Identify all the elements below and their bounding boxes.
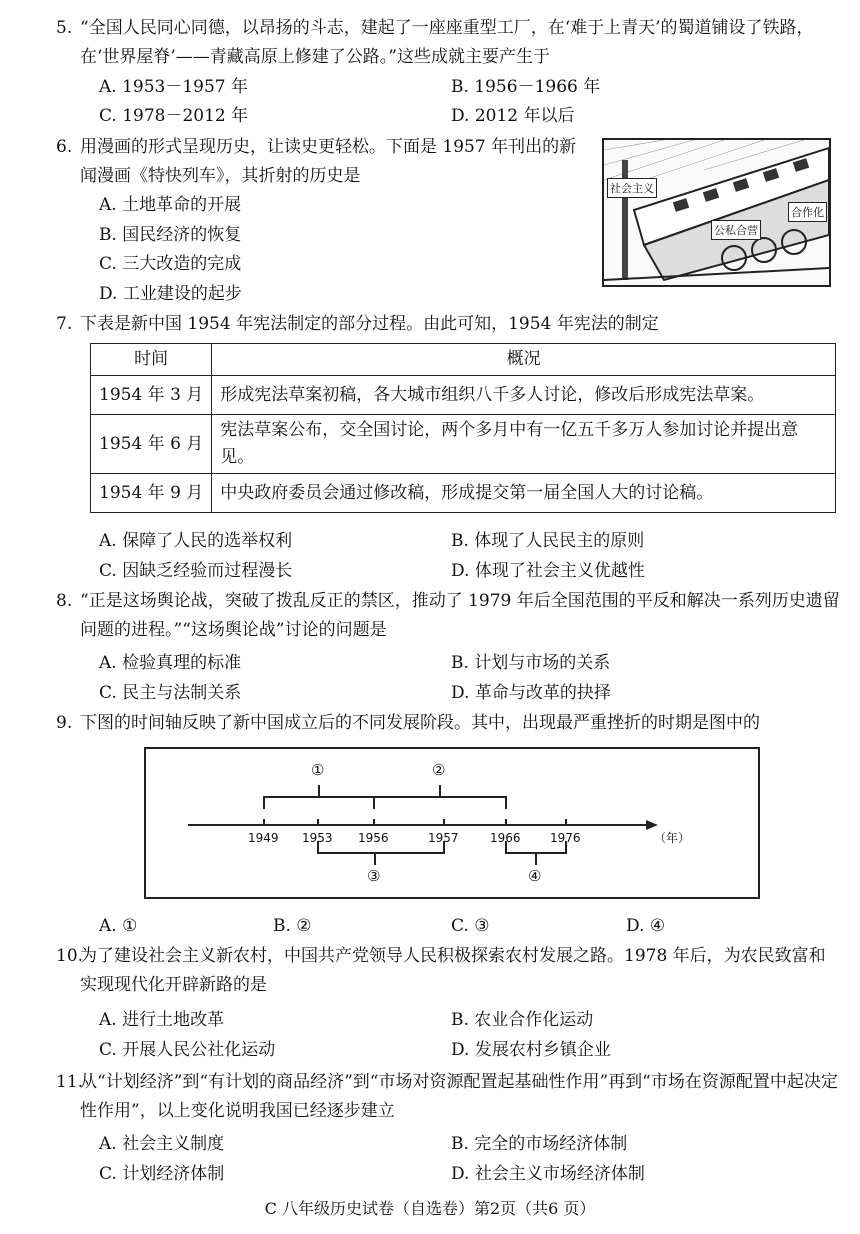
cartoon-label: 公私合营 xyxy=(711,220,761,240)
year-label: 1976 xyxy=(550,831,581,845)
option-b[interactable]: B. 农业合作化运动 xyxy=(451,1010,594,1030)
period-mark-2: ② xyxy=(432,761,446,779)
table-cell: 1954 年 9 月 xyxy=(91,474,212,513)
question-number: 10. xyxy=(56,946,84,966)
option-d[interactable]: D. ④ xyxy=(626,916,666,936)
table-cell: 宪法草案公布，交全国讨论，两个多月中有一亿五千多万人参加讨论并提出意见。 xyxy=(212,415,836,474)
option-c[interactable]: C. 1978－2012 年 xyxy=(99,106,249,126)
question-text: “正是这场舆论战，突破了拨乱反正的禁区，推动了 1979 年后全国范围的平反和解决一系列历史遗留问题的进程。”“这场舆论战”讨论的问题是 xyxy=(80,591,840,640)
table-row xyxy=(91,474,836,513)
option-c[interactable]: C. 三大改造的完成 xyxy=(99,254,242,274)
option-a[interactable]: A. ① xyxy=(99,916,138,936)
question-number: 9. xyxy=(56,713,73,733)
question-text: 下图的时间轴反映了新中国成立后的不同发展阶段。其中，出现最严重挫折的时期是图中的 xyxy=(80,713,760,733)
option-b[interactable]: B. 计划与市场的关系 xyxy=(451,653,611,673)
option-d[interactable]: D. 发展农村乡镇企业 xyxy=(451,1040,611,1060)
question-text: 从“计划经济”到“有计划的商品经济”到“市场对资源配置起基础性作用”再到“市场在资源配置中起决定性作用”，以上变化说明我国已经逐步建立 xyxy=(80,1072,838,1121)
option-c[interactable]: C. 开展人民公社化运动 xyxy=(99,1040,276,1060)
question-number: 7. xyxy=(56,314,73,334)
table-header: 时间 xyxy=(91,344,212,376)
option-c[interactable]: C. ③ xyxy=(451,916,490,936)
option-b[interactable]: B. ② xyxy=(273,916,312,936)
option-d[interactable]: D. 工业建设的起步 xyxy=(99,284,242,304)
question-number: 8. xyxy=(56,591,73,611)
timeline-svg xyxy=(146,749,758,897)
question-number: 6. xyxy=(56,137,73,157)
option-c[interactable]: C. 计划经济体制 xyxy=(99,1164,225,1184)
table-header: 概况 xyxy=(212,344,836,376)
table-header-row xyxy=(91,344,836,376)
year-label: 1957 xyxy=(428,831,459,845)
question-text: “全国人民同心同德，以昂扬的斗志，建起了一座座重型工厂，在‘难于上青天’的蜀道铺设了铁路，在‘世界屋脊’——青藏高原上修建了公路。”这些成就主要产生于 xyxy=(80,18,814,67)
question-text: 下表是新中国 1954 年宪法制定的部分过程。由此可知，1954 年宪法的制定 xyxy=(80,314,659,334)
option-a[interactable]: A. 进行土地改革 xyxy=(99,1010,225,1030)
constitution-table xyxy=(90,343,836,513)
year-label: 1949 xyxy=(248,831,279,845)
period-mark-1: ① xyxy=(311,761,325,779)
option-d[interactable]: D. 革命与改革的抉择 xyxy=(451,683,611,703)
year-label: 1966 xyxy=(490,831,521,845)
table-cell: 1954 年 3 月 xyxy=(91,376,212,415)
table-cell: 形成宪法草案初稿，各大城市组织八千多人讨论，修改后形成宪法草案。 xyxy=(212,376,836,415)
option-d[interactable]: D. 2012 年以后 xyxy=(451,106,575,126)
option-a[interactable]: A. 检验真理的标准 xyxy=(99,653,242,673)
option-d[interactable]: D. 社会主义市场经济体制 xyxy=(451,1164,645,1184)
question-text: 用漫画的形式呈现历史，让读史更轻松。下面是 1957 年刊出的新闻漫画《特快列车》，其折射的历史是 xyxy=(80,137,577,186)
cartoon-label: 合作化 xyxy=(788,202,827,222)
unit-label: （年） xyxy=(654,831,691,845)
cartoon-label: 社会主义 xyxy=(607,178,657,198)
question-number: 11. xyxy=(56,1072,84,1092)
year-label: 1956 xyxy=(358,831,389,845)
table-cell: 中央政府委员会通过修改稿，形成提交第一届全国人大的讨论稿。 xyxy=(212,474,836,513)
year-label: 1953 xyxy=(302,831,333,845)
timeline-figure xyxy=(144,747,760,899)
table-row xyxy=(91,376,836,415)
page-footer: C 八年级历史试卷（自选卷）第2页（共6 页） xyxy=(264,1199,596,1218)
option-b[interactable]: B. 完全的市场经济体制 xyxy=(451,1134,628,1154)
option-a[interactable]: A. 土地革命的开展 xyxy=(99,195,242,215)
option-d[interactable]: D. 体现了社会主义优越性 xyxy=(451,561,645,581)
table-row xyxy=(91,415,836,474)
option-b[interactable]: B. 国民经济的恢复 xyxy=(99,225,242,245)
table-cell: 1954 年 6 月 xyxy=(91,415,212,474)
question-text: 为了建设社会主义新农村，中国共产党领导人民积极探索农村发展之路。1978 年后，为农民致富和实现现代化开辟新路的是 xyxy=(80,946,826,995)
period-mark-3: ③ xyxy=(367,867,381,885)
option-a[interactable]: A. 1953－1957 年 xyxy=(99,77,249,97)
option-b[interactable]: B. 体现了人民民主的原则 xyxy=(451,531,645,551)
option-c[interactable]: C. 因缺乏经验而过程漫长 xyxy=(99,561,293,581)
option-b[interactable]: B. 1956－1966 年 xyxy=(451,77,601,97)
cartoon-express-train xyxy=(602,138,831,287)
question-number: 5. xyxy=(56,18,73,38)
option-c[interactable]: C. 民主与法制关系 xyxy=(99,683,242,703)
period-mark-4: ④ xyxy=(528,867,542,885)
option-a[interactable]: A. 社会主义制度 xyxy=(99,1134,225,1154)
option-a[interactable]: A. 保障了人民的选举权利 xyxy=(99,531,293,551)
